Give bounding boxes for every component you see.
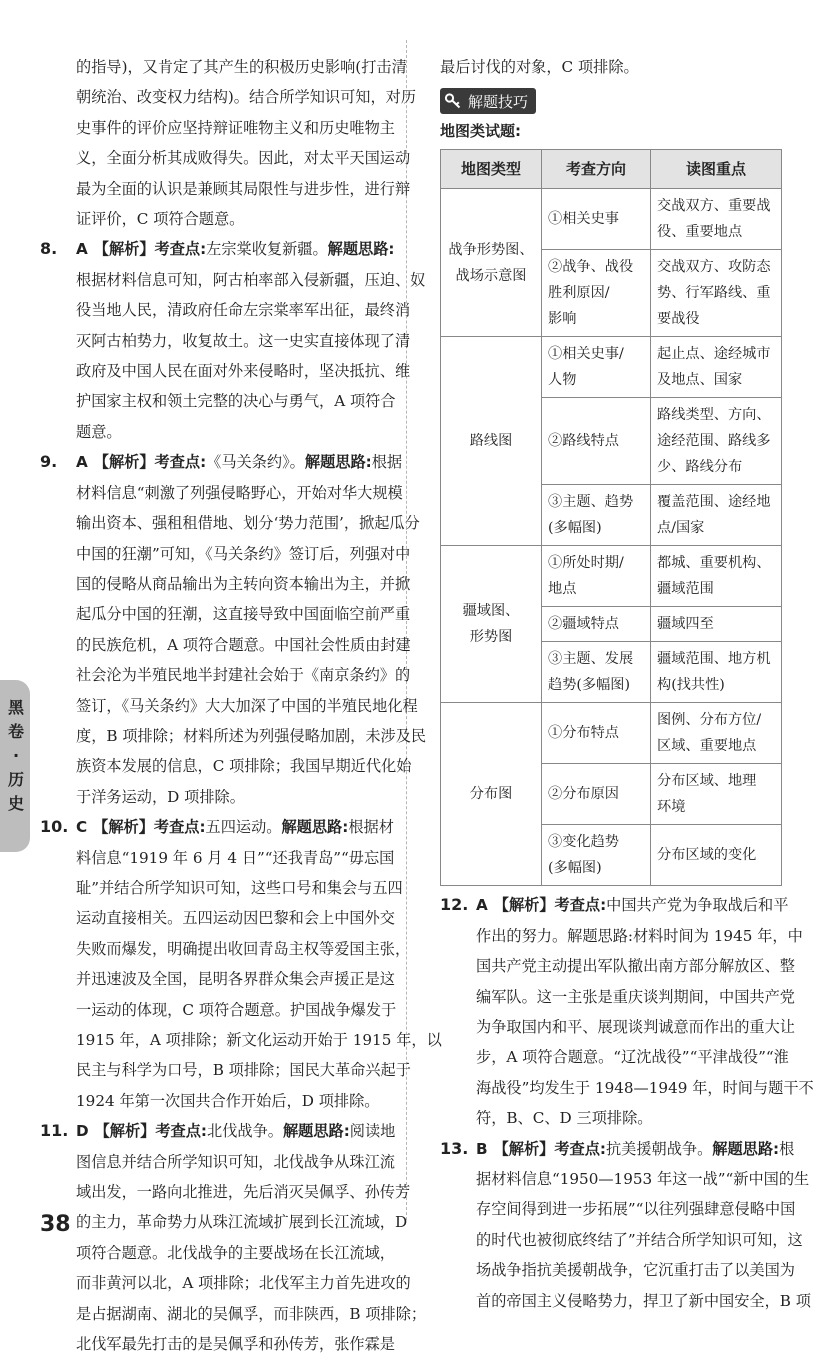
text-line: 并迅速波及全国，昆明各界群众集会声援正是这 [76, 970, 395, 989]
text-line: 是占据湖南、湖北的吴佩孚，而非陕西，B 项排除； [76, 1304, 427, 1323]
focus-cell: 图例、分布方位/ 区域、重要地点 [651, 703, 782, 764]
text-line: 场战争指抗美援朝战争，它沉重打击了以美国为 [476, 1261, 795, 1280]
kp-label: 考查点: [154, 240, 207, 259]
kp-text: 北伐战争。 [207, 1122, 283, 1141]
text-line: 的民族危机，A 项符合题意。中国社会性质由封建 [76, 635, 411, 654]
text-line: 族资本发展的信息，C 项排除；我国早期近代化始 [76, 757, 412, 776]
table-row [441, 546, 782, 607]
side-tab-label: 黑 卷 · 历 史 [7, 698, 24, 813]
text-line: 的指导)，又肯定了其产生的积极历史影响(打击清 [76, 58, 407, 76]
text-line: 灭阿古柏势力，收复故土。这一史实直接体现了清 [76, 331, 411, 350]
focus-cell: 路线类型、方向、 途经范围、路线多 少、路线分布 [651, 398, 782, 485]
text-line: 材料信息“刺激了列强侵略野心，开始对华大规模 [76, 483, 403, 502]
question-13 [440, 1134, 811, 1316]
ideas-label: 解题思路: [304, 453, 372, 472]
first-tail: 阅读地 [349, 1122, 396, 1141]
text-line: 最为全面的认识是兼顾其局限性与进步性，进行辩 [76, 179, 411, 198]
answer-letter: B [476, 1139, 488, 1158]
direction-cell: ③主题、趋势 (多幅图) [542, 485, 651, 546]
question-8 [40, 234, 426, 447]
ideas-label: 解题思路: [327, 240, 395, 259]
text-line: 作出的努力。解题思路:材料时间为 1945 年，中 [476, 926, 803, 945]
question-number: 9. [40, 452, 58, 472]
text-line: 社会沦为半殖民地半封建社会始于《南京条约》的 [76, 666, 411, 685]
text-line: 输出资本、强租租借地、划分‘势力范围’，掀起瓜分 [76, 514, 420, 533]
table-row [441, 337, 782, 398]
answer-letter: A [476, 896, 488, 915]
text-line: 国共产党主动提出军队撤出南方部分解放区、整 [476, 957, 795, 976]
text-line: 料信息“1919 年 6 月 4 日”“还我青岛”“毋忘国 [76, 848, 395, 867]
kp-label: 考查点: [154, 453, 207, 472]
kp-text: 中国共产党为争取战后和平 [606, 896, 789, 915]
right-column [440, 52, 814, 1316]
answer-letter: C [76, 818, 88, 837]
kp-text: 左宗棠收复新疆。 [206, 240, 328, 259]
text-line: 最后讨伐的对象，C 项排除。 [440, 58, 639, 76]
direction-cell: ①所处时期/ 地点 [542, 546, 651, 607]
text-line: 项符合题意。北伐战争的主要战场在长江流域， [76, 1243, 395, 1262]
question-9 [40, 447, 427, 812]
text-line: 存空间得到进一步拓展”“以往列强肆意侵略中国 [476, 1200, 796, 1219]
question-12 [440, 890, 814, 1133]
focus-cell: 分布区域的变化 [651, 825, 782, 886]
analysis-tag: 【解析】 [93, 818, 154, 837]
direction-cell: ②战争、战役 胜利原因/ 影响 [542, 250, 651, 337]
page-number: 38 [40, 1212, 71, 1237]
text-line: 政府及中国人民在面对外来侵略时，坚决抵抗、维 [76, 362, 411, 381]
answer-letter: D [76, 1122, 89, 1141]
text-line: 符，B、C、D 三项排除。 [476, 1109, 653, 1128]
question-11 [40, 1116, 427, 1359]
text-line: 海战役”均发生于 1948—1949 年，时间与题干不 [476, 1078, 814, 1097]
ideas-label: 解题思路: [282, 1122, 350, 1141]
text-line: 耻”并结合所学知识可知，这些口号和集会与五四 [76, 878, 403, 897]
kp-text: 《马关条约》。 [206, 453, 305, 472]
text-line: 题意。 [76, 422, 122, 441]
question-number: 10. [40, 817, 69, 837]
text-line: 一运动的体现，C 项符合题意。护国战争爆发于 [76, 1000, 397, 1019]
table-row [441, 189, 782, 250]
text-line: 运动直接相关。五四运动因巴黎和会上中国外交 [76, 909, 395, 928]
text-line: 度，B 项排除；材料所述为列强侵略加剧，未涉及民 [76, 726, 427, 745]
map-type-cell: 路线图 [441, 337, 542, 546]
direction-cell: ②疆域特点 [542, 607, 651, 642]
text-line: 1915 年，A 项排除；新文化运动开始于 1915 年，以 [76, 1031, 442, 1049]
text-line: 编军队。这一主张是重庆谈判期间，中国共产党 [476, 987, 795, 1006]
skill-heading-text: 解题技巧 [468, 92, 529, 111]
text-line: 图信息并结合所学知识可知，北伐战争从珠江流 [76, 1152, 395, 1171]
kp-label: 考查点: [155, 1122, 207, 1141]
text-line: 据材料信息“1950—1953 年这一战”“新中国的生 [476, 1170, 810, 1189]
focus-cell: 都城、重要机构、 疆域范围 [651, 546, 782, 607]
table-header: 考查方向 [542, 150, 651, 189]
left-column [40, 52, 442, 1359]
question-number: 8. [40, 239, 58, 259]
ideas-label: 解题思路: [712, 1139, 780, 1158]
direction-cell: ①分布特点 [542, 703, 651, 764]
ideas-label: 解题思路: [281, 818, 349, 837]
direction-cell: ①相关史事/ 人物 [542, 337, 651, 398]
answer-letter: A [76, 240, 88, 259]
first-tail: 根据 [371, 453, 403, 472]
table-header: 地图类型 [441, 150, 542, 189]
kp-label: 考查点: [153, 818, 206, 837]
map-type-cell: 分布图 [441, 703, 542, 886]
text-line: 的时代也被彻底终结了”并结合所学知识可知，这 [476, 1230, 803, 1249]
first-tail: 根 [779, 1139, 795, 1158]
text-line: 朝统治、改变权力结构)。结合所学知识可知，对历 [76, 88, 417, 107]
text-line: 证评价，C 项符合题意。 [76, 210, 245, 229]
text-line: 义，全面分析其成败得失。因此，对太平天国运动 [76, 149, 411, 168]
kp-text: 五四运动。 [205, 818, 282, 837]
text-line: 中国的狂潮”可知，《马关条约》签订后，列强对中 [76, 544, 411, 563]
direction-cell: ②分布原因 [542, 764, 651, 825]
direction-cell: ③主题、发展 趋势(多幅图) [542, 642, 651, 703]
focus-cell: 疆域四至 [651, 607, 782, 642]
text-line: 签订，《马关条约》大大加深了中国的半殖民地化程 [76, 696, 418, 715]
skill-heading [440, 88, 536, 114]
skill-subheading: 地图类试题: [440, 122, 521, 141]
question-number: 11. [40, 1121, 69, 1141]
question-number: 12. [440, 895, 469, 915]
direction-cell: ②路线特点 [542, 398, 651, 485]
direction-cell: ③变化趋势 (多幅图) [542, 825, 651, 886]
map-type-cell: 战争形势图、 战场示意图 [441, 189, 542, 337]
text-line: 北伐军最先打击的是吴佩孚和孙传芳，张作霖是 [76, 1335, 395, 1354]
map-question-table [440, 149, 782, 886]
text-line: 而非黄河以北，A 项排除；北伐军主力首先进攻的 [76, 1274, 411, 1293]
text-line: 失败而爆发，明确提出收回青岛主权等爱国主张， [76, 939, 411, 958]
text-line: 役当地人民，清政府任命左宗棠率军出征，最终消 [76, 301, 411, 320]
text-line: 于洋务运动，D 项排除。 [76, 787, 245, 806]
text-line: 史事件的评价应坚持辩证唯物主义和历史唯物主 [76, 118, 395, 137]
text-line: 域出发，一路向北推进，先后消灭吴佩孚、孙传芳 [76, 1183, 411, 1202]
table-header: 读图重点 [651, 150, 782, 189]
intro-continuation [40, 52, 417, 234]
text-line: 首的帝国主义侵略势力，捍卫了新中国安全，B 项 [476, 1291, 811, 1310]
text-line: 1924 年第一次国共合作开始后，D 项排除。 [76, 1091, 380, 1110]
text-line: 步，A 项符合题意。“辽沈战役”“平津战役”“淮 [476, 1048, 789, 1067]
focus-cell: 分布区域、地理 环境 [651, 764, 782, 825]
text-line: 起瓜分中国的狂潮，这直接导致中国面临空前严重 [76, 605, 411, 624]
focus-cell: 交战双方、攻防态 势、行军路线、重 要战役 [651, 250, 782, 337]
text-line: 民主与科学为口号，B 项排除；国民大革命兴起于 [76, 1061, 411, 1080]
analysis-tag: 【解析】 [493, 1139, 555, 1158]
kp-text: 抗美援朝战争。 [605, 1139, 713, 1158]
key-icon [444, 92, 462, 110]
first-tail: 根据材 [348, 818, 394, 837]
question-10 [40, 812, 442, 1116]
question-number: 13. [440, 1138, 469, 1158]
table-row [441, 703, 782, 764]
analysis-tag: 【解析】 [493, 896, 555, 915]
map-type-cell: 疆域图、 形势图 [441, 546, 542, 703]
focus-cell: 疆域范围、地方机 构(找共性) [651, 642, 782, 703]
analysis-tag: 【解析】 [94, 1122, 156, 1141]
text-line: 国的侵略从商品输出为主转向资本输出为主，并掀 [76, 574, 411, 593]
kp-label: 考查点: [554, 896, 607, 915]
analysis-tag: 【解析】 [93, 240, 155, 259]
focus-cell: 起止点、途经城市 及地点、国家 [651, 337, 782, 398]
text-line: 的主力，革命势力从珠江流域扩展到长江流域，D [76, 1213, 408, 1232]
analysis-tag: 【解析】 [93, 453, 155, 472]
focus-cell: 交战双方、重要战 役、重要地点 [651, 189, 782, 250]
text-line: 根据材料信息可知，阿古柏率部入侵新疆，压迫、奴 [76, 270, 426, 289]
text-line: 护国家主权和领土完整的决心与勇气，A 项符合 [76, 392, 396, 411]
focus-cell: 覆盖范围、途经地 点/国家 [651, 485, 782, 546]
direction-cell: ①相关史事 [542, 189, 651, 250]
text-line: 为争取国内和平、展现谈判诚意而作出的重大让 [476, 1018, 795, 1037]
answer-letter: A [76, 453, 88, 472]
kp-label: 考查点: [554, 1139, 606, 1158]
